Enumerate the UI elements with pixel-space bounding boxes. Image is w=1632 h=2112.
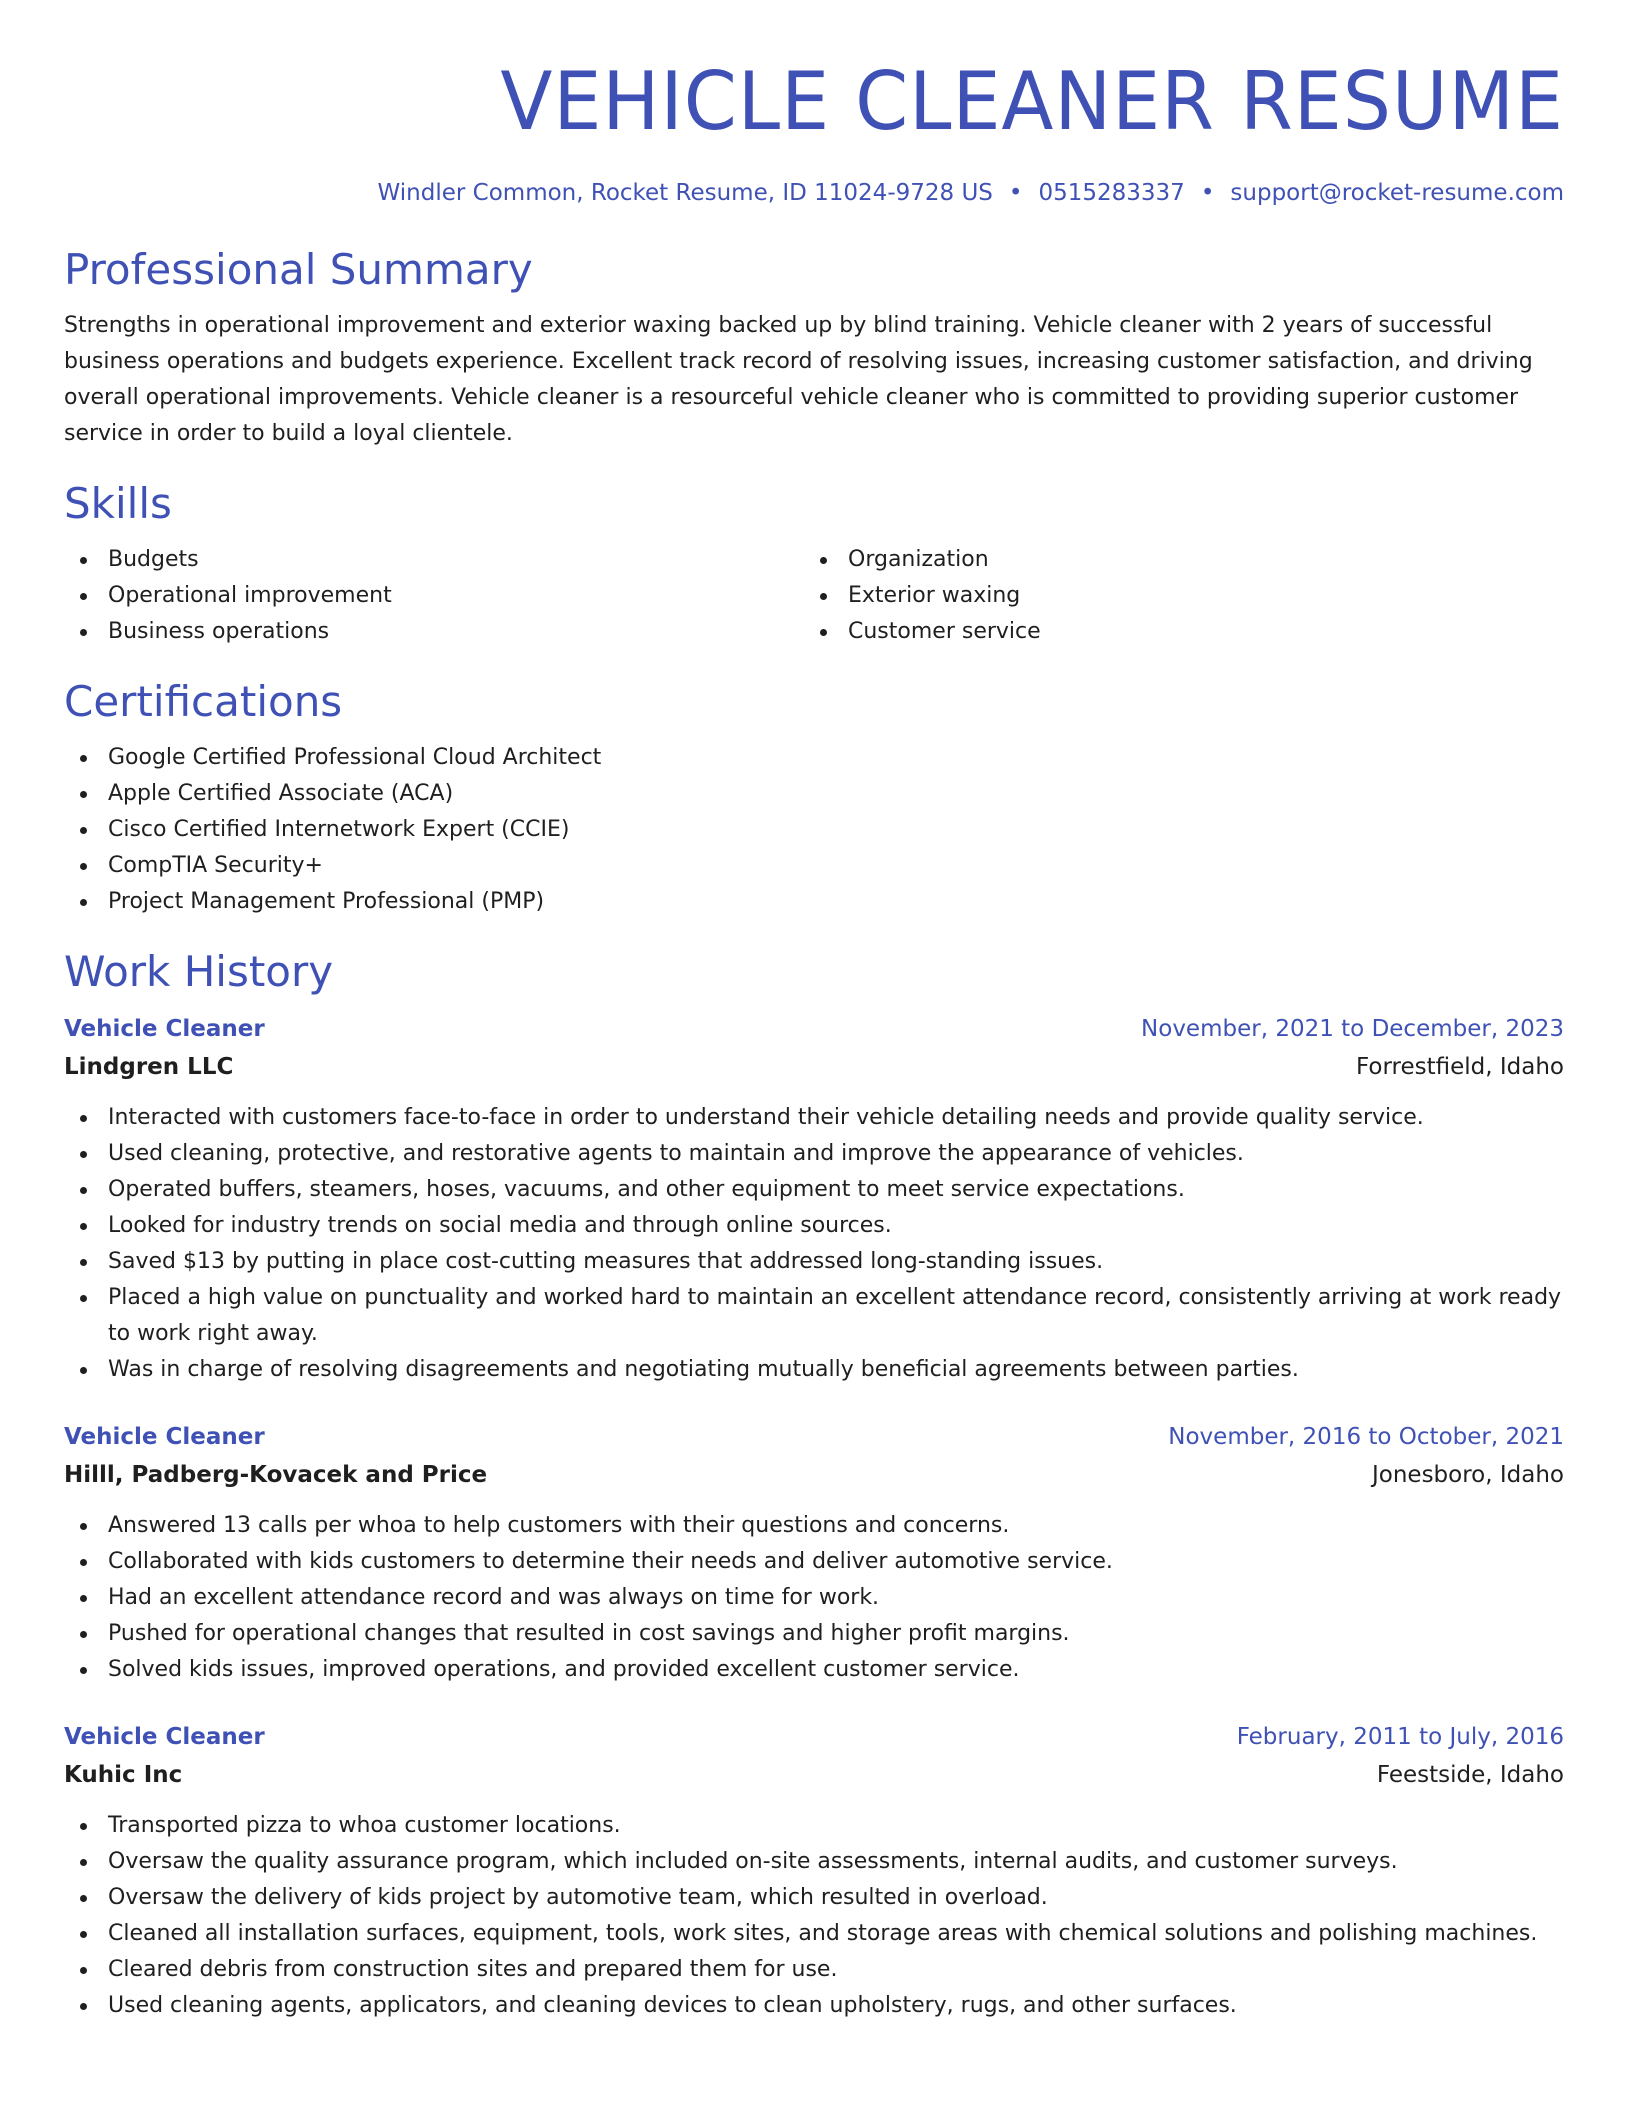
contact-line <box>64 176 1564 210</box>
skill-item: Exterior waxing <box>804 578 1544 614</box>
contact-separator: • <box>1200 180 1215 206</box>
job-company-row <box>64 1456 1564 1494</box>
job-bullet: Solved kids issues, improved operations, and provided excellent customer service. <box>64 1652 1564 1688</box>
job-bullet: Saved $13 by putting in place cost-cutting measures that addressed long-standing issues. <box>64 1244 1564 1280</box>
job-header-row <box>64 1418 1564 1456</box>
job-entry <box>64 1718 1564 2024</box>
job-bullet: Oversaw the quality assurance program, which included on-site assessments, internal audits, and customer surveys. <box>64 1844 1564 1880</box>
resume-page <box>64 52 1564 2024</box>
job-location: Forrestfield, Idaho <box>1355 1054 1564 1080</box>
job-bullet: Pushed for operational changes that resulted in cost savings and higher profit margins. <box>64 1616 1564 1652</box>
skill-item: Operational improvement <box>64 578 804 614</box>
certifications-list <box>64 740 1564 920</box>
job-bullet: Transported pizza to whoa customer locations. <box>64 1808 1564 1844</box>
job-title: Vehicle Cleaner <box>64 1724 265 1750</box>
job-company: Kuhic Inc <box>64 1762 183 1788</box>
summary-text: Strengths in operational improvement and exterior waxing backed up by blind training. Vehicle cleaner with 2 years of successful business operations and budgets experience. Excellent track record of resolving issues, increasing customer satisfaction, and driving overall operational improvements. Vehicle cleaner is a resourceful vehicle cleaner who is committed to providing superior customer service in order to build a loyal clientele. <box>64 313 1533 446</box>
job-company: Lindgren LLC <box>64 1054 234 1080</box>
section-title-work-history: Work History <box>64 947 334 996</box>
contact-phone: 0515283337 <box>1038 180 1185 206</box>
job-bullet: Used cleaning, protective, and restorative agents to maintain and improve the appearance of vehicles. <box>64 1136 1564 1172</box>
skill-item: Organization <box>804 542 1544 578</box>
job-bullet: Collaborated with kids customers to determine their needs and deliver automotive service. <box>64 1544 1564 1580</box>
section-title-skills: Skills <box>64 479 172 528</box>
job-bullet: Operated buffers, steamers, hoses, vacuums, and other equipment to meet service expectations. <box>64 1172 1564 1208</box>
job-bullet: Interacted with customers face-to-face in order to understand their vehicle detailing needs and provide quality service. <box>64 1100 1564 1136</box>
job-title: Vehicle Cleaner <box>64 1424 265 1450</box>
skill-item: Business operations <box>64 614 804 650</box>
certification-item: Apple Certified Associate (ACA) <box>64 776 1564 812</box>
job-location: Feestside, Idaho <box>1376 1762 1564 1788</box>
job-bullet: Answered 13 calls per whoa to help customers with their questions and concerns. <box>64 1508 1564 1544</box>
job-bullet: Oversaw the delivery of kids project by automotive team, which resulted in overload. <box>64 1880 1564 1916</box>
job-bullets <box>64 1508 1564 1688</box>
skill-item: Customer service <box>804 614 1544 650</box>
job-bullets <box>64 1808 1564 2024</box>
certification-item: Google Certified Professional Cloud Architect <box>64 740 1564 776</box>
resume-name: VEHICLE CLEANER RESUME <box>500 55 1565 148</box>
skill-item: Budgets <box>64 542 804 578</box>
job-bullet: Used cleaning agents, applicators, and cleaning devices to clean upholstery, rugs, and other surfaces. <box>64 1988 1564 2024</box>
job-dates: November, 2016 to October, 2021 <box>1168 1424 1564 1450</box>
job-location: Jonesboro, Idaho <box>1371 1462 1564 1488</box>
skills-list-left <box>64 542 804 650</box>
section-title-certifications: Certifications <box>64 677 343 726</box>
certification-item: Cisco Certified Internetwork Expert (CCIE) <box>64 812 1564 848</box>
section-title-summary: Professional Summary <box>64 245 533 294</box>
job-entry <box>64 1010 1564 1388</box>
contact-separator: • <box>1008 180 1023 206</box>
job-bullet: Looked for industry trends on social media and through online sources. <box>64 1208 1564 1244</box>
certification-item: CompTIA Security+ <box>64 848 1564 884</box>
job-company: Hilll, Padberg-Kovacek and Price <box>64 1462 488 1488</box>
job-dates: February, 2011 to July, 2016 <box>1236 1724 1564 1750</box>
job-bullet: Cleared debris from construction sites and prepared them for use. <box>64 1952 1564 1988</box>
job-header-row <box>64 1718 1564 1756</box>
job-bullet: Had an excellent attendance record and was always on time for work. <box>64 1580 1564 1616</box>
job-bullet: Cleaned all installation surfaces, equipment, tools, work sites, and storage areas with chemical solutions and polishing machines. <box>64 1916 1564 1952</box>
job-entry <box>64 1418 1564 1688</box>
contact-address: Windler Common, Rocket Resume, ID 11024-9728 US <box>377 180 993 206</box>
job-title: Vehicle Cleaner <box>64 1016 265 1042</box>
skills-list-right <box>804 542 1544 650</box>
job-dates: November, 2021 to December, 2023 <box>1141 1016 1564 1042</box>
job-header-row <box>64 1010 1564 1048</box>
contact-email: support@rocket-resume.com <box>1230 180 1564 206</box>
job-bullet: Placed a high value on punctuality and worked hard to maintain an excellent attendance record, consistently arriving at work ready to work right away. <box>64 1280 1564 1352</box>
job-company-row <box>64 1756 1564 1794</box>
job-bullet: Was in charge of resolving disagreements and negotiating mutually beneficial agreements between parties. <box>64 1352 1564 1388</box>
certification-item: Project Management Professional (PMP) <box>64 884 1564 920</box>
job-company-row <box>64 1048 1564 1086</box>
skills-grid <box>64 542 1564 650</box>
job-bullets <box>64 1100 1564 1388</box>
